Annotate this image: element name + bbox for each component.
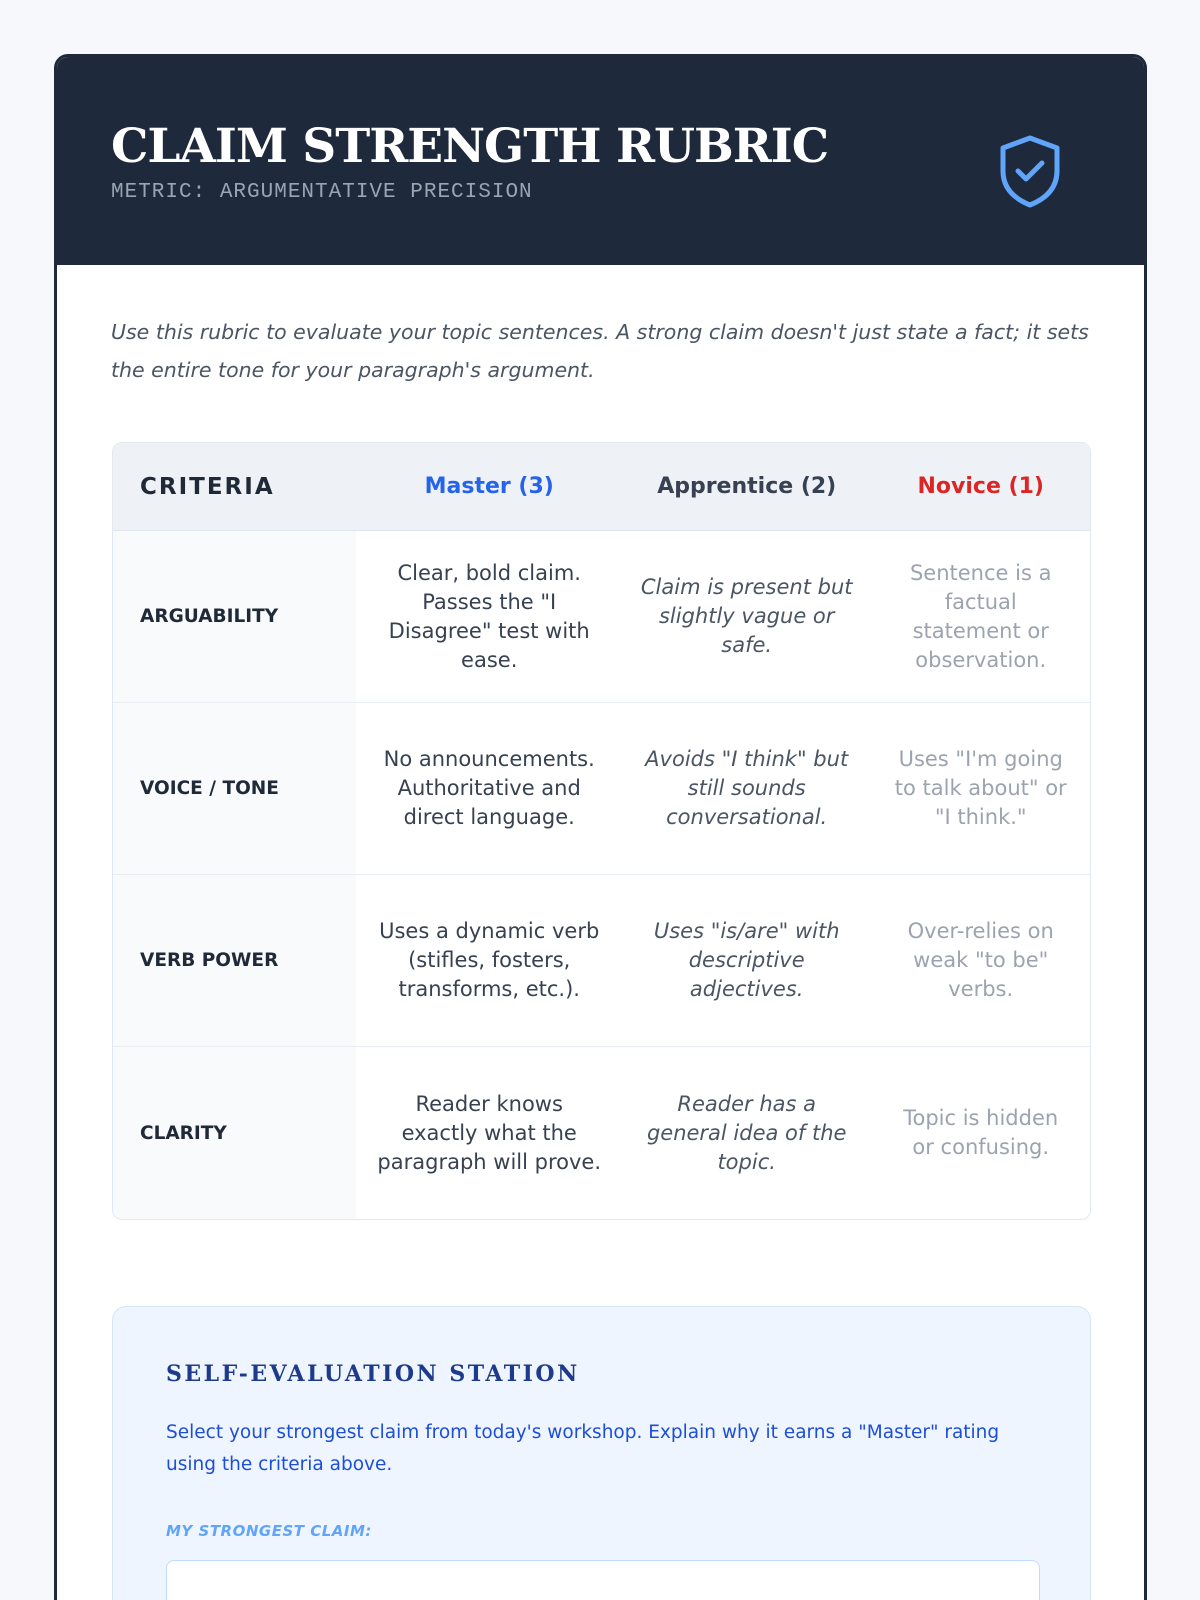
header-novice: Novice (1): [917, 474, 1044, 499]
intro-text: Use this rubric to evaluate your topic sentences. A strong claim doesn't just state a fact; it sets the entire tone for your paragraph's argument.: [111, 320, 1089, 382]
self-evaluation-station: [112, 1306, 1091, 1600]
rubric-table: [112, 442, 1091, 1220]
master-cell: No announcements. Authoritative and direct language.: [383, 747, 595, 829]
apprentice-cell: Avoids "I think" but still sounds conversational.: [645, 747, 849, 829]
claim-label: MY STRONGEST CLAIM:: [166, 1522, 372, 1540]
header-master: Master (3): [424, 474, 554, 499]
novice-cell: Over-relies on weak "to be" verbs.: [907, 919, 1054, 1001]
apprentice-cell: Claim is present but slightly vague or safe.: [640, 575, 853, 657]
header-criteria: CRITERIA: [140, 473, 275, 500]
master-cell: Reader knows exactly what the paragraph will prove.: [377, 1091, 601, 1174]
page-subtitle: METRIC: ARGUMENTATIVE PRECISION: [111, 181, 533, 204]
header-apprentice: Apprentice (2): [657, 474, 837, 499]
header: [57, 57, 1144, 265]
criterion-label: VERB POWER: [113, 875, 356, 1046]
station-title: SELF-EVALUATION STATION: [166, 1361, 580, 1387]
table-row: [113, 531, 1090, 703]
criterion-label: ARGUABILITY: [113, 531, 356, 702]
master-cell: Uses a dynamic verb (stifles, fosters, transforms, etc.).: [379, 919, 600, 1001]
rubric-header-row: [113, 443, 1090, 531]
apprentice-cell: Reader has a general idea of the topic.: [646, 1091, 847, 1174]
apprentice-cell: Uses "is/are" with descriptive adjectives.: [653, 919, 840, 1001]
criterion-label: CLARITY: [113, 1047, 356, 1219]
table-row: [113, 1047, 1090, 1219]
strongest-claim-input[interactable]: [166, 1560, 1040, 1600]
master-cell: Clear, bold claim. Passes the "I Disagree" test with ease.: [388, 560, 590, 672]
novice-cell: Uses "I'm going to talk about" or "I think.": [894, 747, 1067, 829]
shield-check-icon: [997, 133, 1063, 209]
rubric-card: [54, 54, 1147, 1600]
criterion-label: VOICE / TONE: [113, 703, 356, 874]
station-instructions: Select your strongest claim from today's workshop. Explain why it earns a "Master" rating using the criteria above.: [166, 1422, 1000, 1475]
table-row: [113, 875, 1090, 1047]
table-row: [113, 703, 1090, 875]
novice-cell: Sentence is a factual statement or observation.: [909, 560, 1052, 672]
page-title: CLAIM STRENGTH RUBRIC: [111, 119, 829, 174]
novice-cell: Topic is hidden or confusing.: [903, 1106, 1059, 1159]
